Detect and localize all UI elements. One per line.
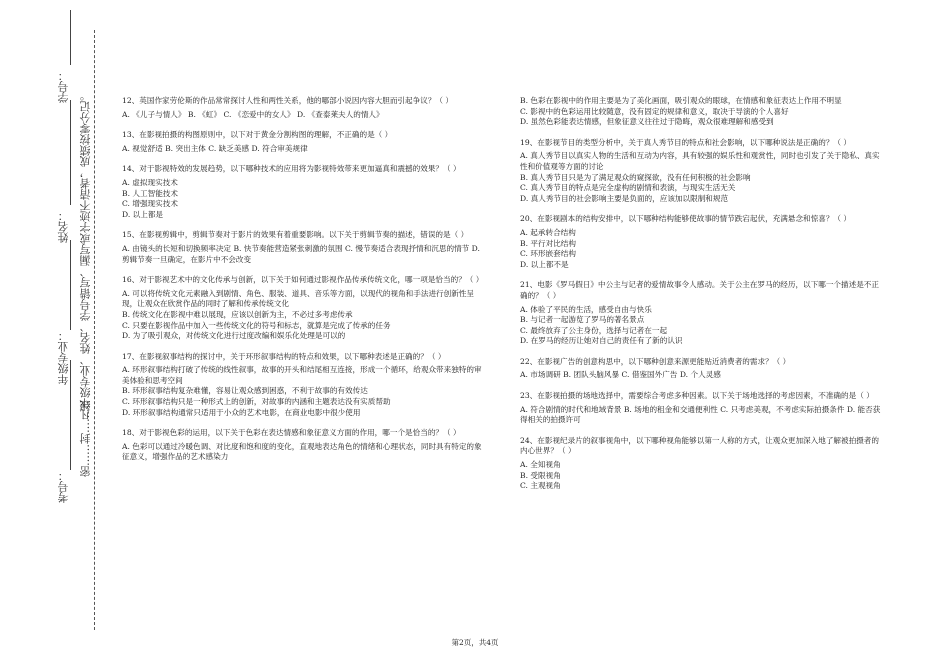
option-line: A. 《儿子与情人》 B. 《虹》 C. 《恋爱中的女人》 D. 《查泰莱夫人的情人》 <box>122 109 384 119</box>
question-stem: 23、在影视拍摄的场地选择中，需要综合考虑多种因素。以下关于场地选择的考虑因素，不准确的是（ ） <box>520 391 874 401</box>
option-a: A. 真人秀节目以真实人物的生活和互动为内容，具有较强的娱乐性和观赏性，同时也引发了关于隐私、真实性和价值观等方面的讨论 <box>520 151 880 171</box>
page-number: 第2页，共4页 <box>451 638 499 647</box>
cut-mark: 密……封……线 <box>79 400 92 477</box>
question-20 <box>520 214 885 270</box>
option-b: B. 真人秀节目只是为了满足观众的窥探欲，没有任何积极的社会影响 <box>520 172 751 182</box>
question-22 <box>520 357 885 381</box>
question-stem: 14、对于影视特效的发展趋势，以下哪种技术的应用将为影视特效带来更加逼真和震撼的效果？（ ） <box>122 164 461 174</box>
option-b: B. 受限视角 <box>520 470 561 480</box>
question-14 <box>122 164 487 220</box>
question-stem: 12、英国作家劳伦斯的作品常常探讨人性和两性关系，他的哪部小说因内容大胆而引起争议？（ ） <box>122 96 454 105</box>
right-column <box>520 96 885 502</box>
option-a: A. 起承转合结构 <box>520 227 576 237</box>
question-stem: 15、在影视剪辑中，剪辑节奏对于影片的效果有着重要影响。以下关于剪辑节奏的描述，错误的是（ ） <box>122 230 469 240</box>
option-c: C. 环形嵌套结构 <box>520 249 576 259</box>
option-d: D. 以上都不是 <box>520 259 569 269</box>
option-b: B. 人工智能技术 <box>122 188 178 198</box>
question-17 <box>122 352 487 419</box>
option-c: C. 最终放弃了公主身份，选择与记者在一起 <box>520 325 668 335</box>
option-b: B. 环形叙事结构复杂难懂，容易让观众感到困惑，不利于故事的有效传达 <box>122 386 368 396</box>
option-c: C. 影视中的色彩运用比较随意，没有固定的规律和意义，取决于导演的个人喜好 <box>520 106 789 116</box>
option-b: B. 平行对比结构 <box>520 238 576 248</box>
option-d: D. 在罗马的经历让她对自己的责任有了新的认识 <box>520 336 683 346</box>
question-stem: 18、对于影视色彩的运用，以下关于色彩在表达情感和象征意义方面的作用，哪一个是恰当的？（ ） <box>122 428 461 438</box>
name-underline <box>70 100 71 205</box>
question-stem: 21、电影《罗马假日》中公主与记者的爱情故事令人感动。关于公主在罗马的经历，以下哪一个描述是不正确的？（ ） <box>520 280 879 300</box>
option-b: B. 传统文化在影视中难以展现，应该以创新为主，不必过多考虑传承 <box>122 309 353 319</box>
cut-line-outer <box>94 30 95 630</box>
question-16 <box>122 275 487 342</box>
seat-label: 考号： <box>57 470 70 503</box>
option-d: D. 环形叙事结构通常只适用于小众的艺术电影，在商业电影中很少使用 <box>122 407 361 417</box>
name-label: 姓名： <box>57 210 70 243</box>
option-a: A. 色彩可以通过冷暖色调、对比度和饱和度的变化，直观地表达角色的情绪和心理状态，同时具有特定的象征意义，增强作品的艺术感染力 <box>122 441 482 462</box>
option-d: D. 为了吸引观众，对传统文化进行过度改编和娱乐化处理是可以的 <box>122 331 346 341</box>
question-12 <box>122 96 487 120</box>
left-column <box>122 96 487 473</box>
question-13 <box>122 130 487 154</box>
option-a: A. 体验了平民的生活，感受自由与快乐 <box>520 304 652 314</box>
warning-text: 凡年级专业、姓名、学号错写、漏写或字迹不清者，成绩按零分记。 <box>79 90 92 420</box>
question-stem: 17、在影视叙事结构的探讨中，关于环形叙事结构的特点和效果，以下哪种表述是正确的？（ ） <box>122 351 446 361</box>
seat-underline <box>70 360 71 470</box>
option-c: C. 真人秀节目的特点是完全虚构的剧情和表演，与现实生活无关 <box>520 183 736 193</box>
question-stem: 16、对于影视艺术中的文化传承与创新，以下关于如何通过影视作品传承传统文化，哪一项是恰当的？（ ） <box>122 275 484 285</box>
question-stem: 22、在影视广告的创意构思中，以下哪种创意来源更能贴近消费者的需求？（ ） <box>520 356 791 366</box>
option-a: A. 可以将传统文化元素融入到剧情、角色、服装、道具、音乐等方面，以现代的视角和手法进行创新性呈现，让观众在欣赏作品的同时了解和传承传统文化 <box>122 288 475 309</box>
option-line: A. 市场调研 B. 团队头脑风暴 C. 借鉴国外广告 D. 个人灵感 <box>520 370 721 380</box>
question-stem: 20、在影视剧本的结构安排中，以下哪种结构能够使故事的情节跌宕起伏，充满悬念和惊喜？（ ） <box>520 214 852 224</box>
option-a: A. 全知视角 <box>520 460 561 470</box>
option-b: B. 与记者一起游览了罗马的著名景点 <box>520 315 645 325</box>
option-d: D. 以上都是 <box>122 209 164 219</box>
id-underline <box>70 10 71 65</box>
binding-strip <box>50 30 110 630</box>
grade-underline <box>70 240 71 330</box>
option-c: C. 只要在影视作品中加入一些传统文化的符号和标志，就算是完成了传承的任务 <box>122 320 391 330</box>
option-c: C. 环形叙事结构只是一种形式上的创新，对故事的内涵和主题表达没有实质帮助 <box>122 397 391 407</box>
question-15 <box>122 230 487 265</box>
question-stem: 24、在影视纪录片的叙事视角中，以下哪种视角能够以第一人称的方式，让观众更加深入地了解被拍摄者的内心世界？（ ） <box>520 435 879 456</box>
option-line: A. 由镜头的长短和切换频率决定 B. 快节奏能营造紧张刺激的氛围 C. 慢节奏适合表现抒情和沉思的情节 D. 剪辑节奏一旦确定，在影片中不会改变 <box>122 243 480 264</box>
option-d: D. 虽然色彩能表达情感，但象征意义往往过于隐晦，观众很难理解和感受到 <box>520 117 774 127</box>
option-a: A. 虚拟现实技术 <box>122 177 178 187</box>
question-21 <box>520 280 885 347</box>
option-c: C. 主观视角 <box>520 481 561 491</box>
question-19 <box>520 138 885 205</box>
option-b: B. 色彩在影视中的作用主要是为了美化画面，吸引观众的眼球，在情感和象征表达上作用不明显 <box>520 96 842 105</box>
grade-label: 年级专业： <box>57 330 70 385</box>
option-c: C. 增强现实技术 <box>122 199 178 209</box>
option-d: D. 真人秀节目的社会影响主要是负面的，应该加以限制和规范 <box>520 193 729 203</box>
question-23 <box>520 391 885 426</box>
question-stem: 19、在影视节目的类型分析中，关于真人秀节目的特点和社会影响，以下哪种说法是正确的？（ ） <box>520 137 852 147</box>
question-stem: 13、在影视拍摄的构图原则中，以下对于黄金分割构图的理解，不正确的是（ ） <box>122 130 393 140</box>
option-a: A. 环形叙事结构打破了传统的线性叙事，故事的开头和结尾相互连接，形成一个循环，给观众带来独特的审美体验和思考空间 <box>122 365 482 385</box>
id-label: 学号： <box>57 70 70 103</box>
question-18-continued <box>520 96 885 128</box>
option-line: A. 视觉舒适 B. 突出主体 C. 缺乏美感 D. 符合审美规律 <box>122 143 308 153</box>
question-24 <box>520 436 885 492</box>
option-line: A. 符合剧情的时代和地域背景 B. 场地的租金和交通便利性 C. 只考虑美观，不考虑实际拍摄条件 D. 能否获得相关的拍摄许可 <box>520 404 881 425</box>
question-18 <box>122 428 487 463</box>
